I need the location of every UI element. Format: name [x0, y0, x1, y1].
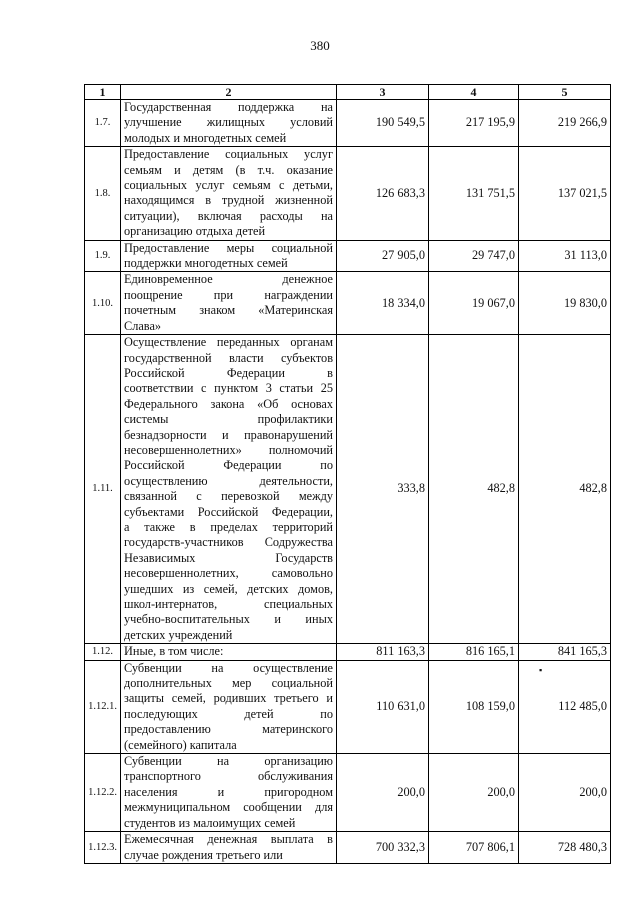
value-col-5: 200,0 — [519, 754, 611, 832]
description-line: молодых и многодетных семей — [124, 130, 287, 145]
row-description — [121, 272, 337, 335]
row-description — [121, 100, 337, 147]
row-number: 1.7. — [85, 100, 121, 147]
description-line: почетным знаком «Материнская — [124, 303, 333, 318]
description-line: несовершеннолетних, самовольно — [124, 566, 333, 581]
description-line: Независимых Государств — [124, 550, 333, 565]
header-cell: 4 — [429, 85, 519, 100]
header-cell: 5 — [519, 85, 611, 100]
description-line: Предоставление социальных услуг — [124, 147, 333, 162]
row-number: 1.10. — [85, 272, 121, 335]
value-col-5: 728 480,3 — [519, 832, 611, 864]
row-number: 1.12.1. — [85, 660, 121, 753]
description-line: транспортного обслуживания — [124, 769, 333, 784]
value-col-5: 137 021,5 — [519, 147, 611, 240]
row-description — [121, 754, 337, 832]
description-line: Предоставление меры социальной — [124, 240, 333, 255]
description-line: предоставлению материнского — [124, 722, 333, 737]
row-number: 1.12.3. — [85, 832, 121, 864]
description-line: случае рождения третьего или — [124, 847, 283, 862]
description-line: учебно-воспитательных и иных — [124, 612, 333, 627]
description-line: социальных услуг семьям с детьми, — [124, 178, 333, 193]
budget-table — [84, 84, 611, 864]
description-line: организацию отдыха детей — [124, 224, 266, 239]
description-line: Российской Федерации в — [124, 365, 333, 380]
table-row — [85, 660, 611, 753]
description-line: связанной с перевозкой между — [124, 489, 333, 504]
description-line: семьям и детям (в т.ч. оказание — [124, 162, 333, 177]
value-col-3: 700 332,3 — [337, 832, 429, 864]
description-line: Единовременное денежное — [124, 272, 333, 287]
header-cell: 1 — [85, 85, 121, 100]
description-line: а также в пределах территорий — [124, 519, 333, 534]
description-line: поощрение при награждении — [124, 287, 333, 302]
value-col-3: 18 334,0 — [337, 272, 429, 335]
value-col-4: 19 067,0 — [429, 272, 519, 335]
row-description — [121, 335, 337, 644]
description-line: находящимся в трудной жизненной — [124, 193, 333, 208]
description-line: (семейного) капитала — [124, 737, 237, 752]
description-line: Ежемесячная денежная выплата в — [124, 832, 333, 847]
value-col-3: 811 163,3 — [337, 644, 429, 660]
row-number: 1.11. — [85, 335, 121, 644]
value-col-3: 333,8 — [337, 335, 429, 644]
row-number: 1.8. — [85, 147, 121, 240]
value-col-4: 131 751,5 — [429, 147, 519, 240]
description-line: Государственная поддержка на — [124, 100, 333, 114]
description-line: детских учреждений — [124, 627, 233, 642]
table-row — [85, 100, 611, 147]
description-line: дополнительных мер социальной — [124, 676, 333, 691]
page-number: 380 — [310, 38, 330, 53]
value-col-5: 19 830,0 — [519, 272, 611, 335]
description-line: поддержки многодетных семей — [124, 256, 288, 271]
description-line: соответствии с пунктом 3 статьи 25 — [124, 381, 333, 396]
value-col-4: 200,0 — [429, 754, 519, 832]
table-row — [85, 644, 611, 660]
description-line: Российской Федерации по — [124, 458, 333, 473]
table-row — [85, 754, 611, 832]
description-line: последующих детей по — [124, 706, 333, 721]
row-description — [121, 147, 337, 240]
description-line: несовершеннолетних» полномочий — [124, 442, 333, 457]
description-line: населения и пригородном — [124, 784, 333, 799]
value-col-3: 190 549,5 — [337, 100, 429, 147]
value-col-3: 200,0 — [337, 754, 429, 832]
value-col-5: 31 113,0 — [519, 240, 611, 272]
description-line: осуществлению деятельности, — [124, 473, 333, 488]
value-col-4: 217 195,9 — [429, 100, 519, 147]
row-number: 1.9. — [85, 240, 121, 272]
description-line: Федерального закона «Об основах — [124, 396, 333, 411]
description-line: школ-интернатов, специальных — [124, 597, 333, 611]
description-line: Осуществление переданных органам — [124, 335, 333, 350]
header-cell: 3 — [337, 85, 429, 100]
value-col-5: 112 485,0 — [519, 660, 611, 753]
value-col-3: 27 905,0 — [337, 240, 429, 272]
table-row — [85, 147, 611, 240]
description-line: защиты семей, родивших третьего и — [124, 691, 333, 706]
table-row — [85, 335, 611, 644]
value-col-3: 110 631,0 — [337, 660, 429, 753]
description-line: ситуации), включая расходы на — [124, 208, 333, 223]
description-line: государственной власти субъектов — [124, 350, 333, 365]
row-description — [121, 644, 337, 660]
description-line: Субвенции на осуществление — [124, 660, 333, 675]
value-col-3: 126 683,3 — [337, 147, 429, 240]
table-header-row — [85, 85, 611, 100]
description-line: безнадзорности и правонарушений — [124, 427, 333, 442]
description-line: Субвенции на организацию — [124, 754, 333, 769]
table-row — [85, 272, 611, 335]
row-number: 1.12. — [85, 644, 121, 660]
value-col-5: 482,8 — [519, 335, 611, 644]
header-cell: 2 — [121, 85, 337, 100]
value-col-4: 108 159,0 — [429, 660, 519, 753]
row-description — [121, 832, 337, 864]
value-col-4: 29 747,0 — [429, 240, 519, 272]
description-line: Слава» — [124, 318, 162, 333]
description-line: улучшение жилищных условий — [124, 115, 333, 130]
value-col-5: 219 266,9 — [519, 100, 611, 147]
description-line: системы профилактики — [124, 412, 333, 427]
description-line: межмуниципальном сообщении для — [124, 800, 333, 815]
value-col-4: 816 165,1 — [429, 644, 519, 660]
description-line: субъектами Российской Федерации, — [124, 504, 333, 519]
row-description — [121, 660, 337, 753]
row-number: 1.12.2. — [85, 754, 121, 832]
value-col-4: 707 806,1 — [429, 832, 519, 864]
description-line: государств-участников Содружества — [124, 535, 333, 550]
row-description — [121, 240, 337, 272]
table-row — [85, 240, 611, 272]
value-col-5: 841 165,3 — [519, 644, 611, 660]
description-line: Иные, в том числе: — [124, 644, 224, 659]
table-row — [85, 832, 611, 864]
description-line: студентов из малоимущих семей — [124, 815, 296, 830]
value-col-4: 482,8 — [429, 335, 519, 644]
description-line: ушедших из семей, детских домов, — [124, 581, 333, 596]
stray-mark: ▪ — [539, 665, 543, 675]
